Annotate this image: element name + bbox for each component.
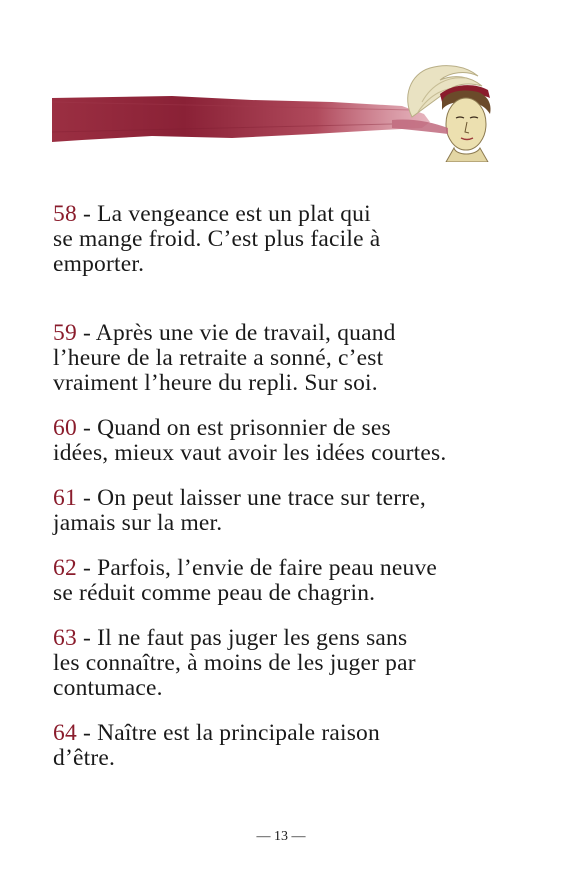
maxim-number: 63 xyxy=(53,625,77,651)
header-illustration xyxy=(52,62,512,162)
page-number: — 13 — xyxy=(256,829,306,844)
ink-brush-stroke xyxy=(52,92,432,152)
maxim-number: 60 xyxy=(53,415,77,441)
maxim-text: - Parfois, l’envie de faire peau neuve se réduit comme peau de chagrin. xyxy=(53,555,438,606)
maxim-63 xyxy=(53,626,523,701)
maxim-58 xyxy=(53,202,523,277)
maxims-list xyxy=(53,202,523,771)
maxim-text: - Après une vie de travail, quand l’heure de la retraite a sonné, c’est vraiment l’heure du repli. Sur soi. xyxy=(53,320,396,396)
maxim-text: - Quand on est prisonnier de ses idées, mieux vaut avoir les idées courtes. xyxy=(53,415,447,466)
maxim-64 xyxy=(53,721,523,771)
woman-portrait-icon xyxy=(392,62,507,162)
maxim-text: - Naître est la principale raison d’être. xyxy=(53,720,380,771)
maxim-number: 64 xyxy=(53,720,77,746)
maxim-number: 61 xyxy=(53,485,77,511)
maxim-59 xyxy=(53,321,523,396)
maxim-number: 59 xyxy=(53,320,77,346)
maxim-text: - On peut laisser une trace sur terre, jamais sur la mer. xyxy=(53,485,426,536)
maxim-60 xyxy=(53,416,523,466)
maxim-62 xyxy=(53,556,523,606)
maxim-number: 62 xyxy=(53,555,77,581)
maxim-61 xyxy=(53,486,523,536)
maxim-text: - La vengeance est un plat qui se mange froid. C’est plus facile à emporter. xyxy=(53,201,381,277)
maxim-number: 58 xyxy=(53,201,77,227)
maxim-text: - Il ne faut pas juger les gens sans les connaître, à moins de les juger par contumace. xyxy=(53,625,416,701)
